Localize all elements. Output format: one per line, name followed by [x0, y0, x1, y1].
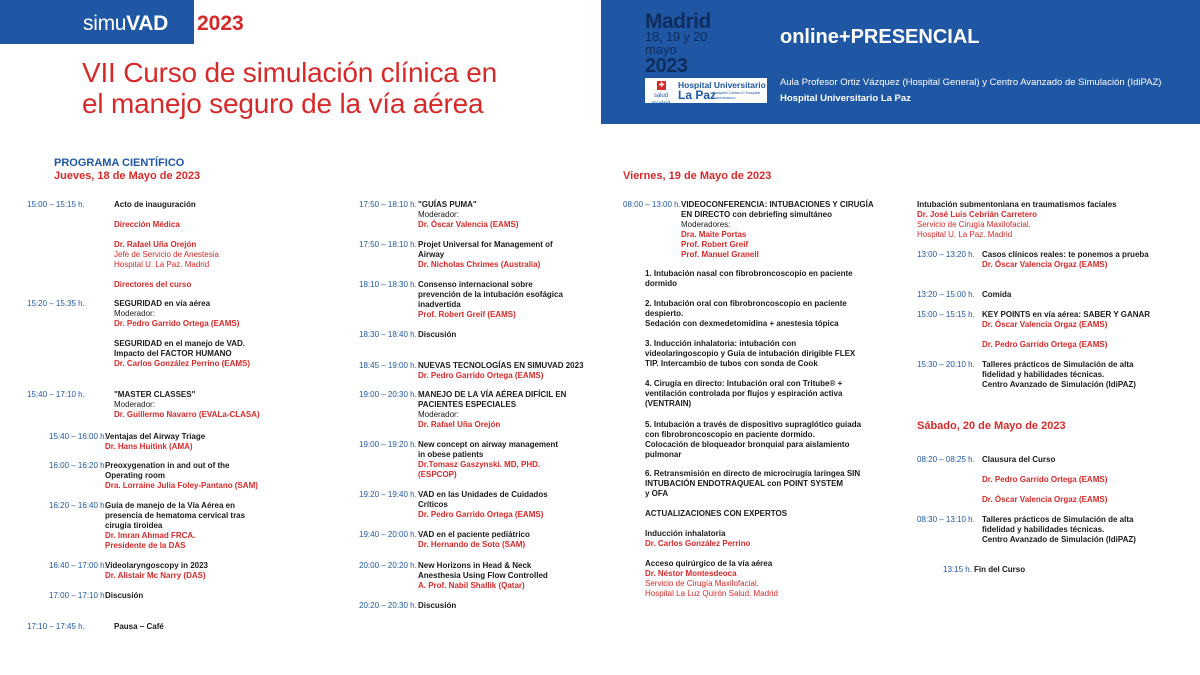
brand-logo — [83, 11, 168, 37]
entry-line: SEGURIDAD en vía aérea — [114, 299, 211, 308]
entry-line: Projet Universal for Management of — [418, 240, 553, 249]
entry-line: Dr. Imran Ahmad FRCA. — [105, 531, 196, 540]
entry-line: Dr. Néstor Montesdeoca — [645, 569, 737, 578]
entry-line: Dr. Óscar Valencia Orgaz (EAMS) — [982, 495, 1108, 504]
entry-line: Dr. Carlos González Perrino (EAMS) — [114, 359, 251, 368]
entry-time: 15:40 – 17:10 h. — [27, 390, 85, 399]
entry-line: VAD en las Unidades de Cuidados — [418, 490, 548, 499]
entry-line: Sedación con dexmedetomidina + anestesia tópica — [645, 319, 839, 328]
entry-time: 17:50 – 18:10 h. — [359, 200, 417, 209]
entry-line: Centro Avanzado de Simulación (IdiPAZ) — [982, 535, 1136, 544]
entry-time: 16:00 – 16:20 h. — [49, 461, 107, 470]
entry-line: Presidente de la DAS — [105, 541, 186, 550]
entry-line: KEY POINTS en vía aérea: SABER Y GANAR — [982, 310, 1151, 319]
entry-line: Dr. Hans Huitink (AMA) — [105, 442, 193, 451]
entry-line: 4. Cirugía en directo: Intubación oral con Tritube® + — [645, 379, 843, 388]
entry-time: 18:10 – 18:30 h. — [359, 280, 417, 289]
entry-line: Directores del curso — [114, 280, 192, 289]
entry-line: Colocación de bloqueador bronquial para aislamiento — [645, 440, 850, 449]
entry-time: 13:20 – 15:00 h. — [917, 290, 975, 299]
entry-line: Prof. Robert Greif — [681, 240, 749, 249]
program-title: PROGRAMA CIENTÍFICO — [54, 157, 185, 169]
entry-line: Dr. Pedro Garrido Ortega (EAMS) — [418, 371, 544, 380]
entry-line: Críticos — [418, 500, 448, 509]
year: 2023 — [645, 55, 688, 77]
entry-line: Dr. José Luis Cebrián Carretero — [917, 210, 1038, 219]
entry-time: 15:40 – 16:00 h. — [49, 432, 107, 441]
entry-line: Hospital La Luz Quirón Salud. Madrid — [645, 589, 778, 598]
entry-line: inadvertida — [418, 300, 461, 309]
entry-line: PACIENTES ESPECIALES — [418, 400, 517, 409]
course-title-line-2: el manejo seguro de la vía aérea — [82, 88, 484, 119]
entry-line: y OFA — [645, 489, 669, 498]
entry-line: Dr. Nicholas Chrimes (Australia) — [418, 260, 541, 269]
entry-line: Dr. Pedro Garrido Ortega (EAMS) — [982, 340, 1108, 349]
entry-time: 20:00 – 20:20 h. — [359, 561, 417, 570]
entry-line: Dr. Guillermo Navarro (EVALa-CLASA) — [114, 410, 260, 419]
entry-time: 16:20 – 16:40 h. — [49, 501, 107, 510]
entry-line: "GUÍAS PUMA" — [418, 200, 477, 209]
entry-line: Dr. Carlos González Perrino — [645, 539, 751, 548]
entry-line: Dr.Tomasz Gaszynski. MD, PHD. — [418, 460, 541, 469]
entry-line: despierto. — [645, 309, 684, 318]
entry-line: 3. Inducción inhalatoria: intubación con — [645, 339, 797, 348]
entry-line: SEGURIDAD en el manejo de VAD. — [114, 339, 245, 348]
brand-part-1: simu — [83, 12, 127, 35]
entry-line: pulmonar — [645, 450, 682, 459]
entry-line: Fin del Curso — [974, 565, 1026, 574]
info-panel — [601, 0, 1200, 124]
entry-line: Intubación submentoniana en traumatismos faciales — [917, 200, 1117, 209]
entry-line: Dr. Alistair Mc Narry (DAS) — [105, 571, 206, 580]
entry-time: 15:00 – 15:15 h. — [27, 200, 85, 209]
entry-line: 2. Intubación oral con fibrobroncoscopio en paciente — [645, 299, 847, 308]
entry-line: Dr. Rafael Uña Orejón — [114, 240, 197, 249]
entry-line: prevención de la intubación esofágica — [418, 290, 563, 299]
entry-time: 17:10 – 17:45 h. — [27, 622, 85, 631]
entry-time: 18:45 – 19:00 h. — [359, 361, 417, 370]
entry-line: Dr. Pedro Garrido Ortega (EAMS) — [114, 319, 240, 328]
venue-hospital: Hospital Universitario La Paz — [780, 93, 911, 104]
entry-line: ACTUALIZACIONES CON EXPERTOS — [645, 509, 788, 518]
entry-line: Hospital U. La Paz. Madrid — [114, 260, 210, 269]
entry-line: Servicio de Cirugía Maxilofacial. — [645, 579, 759, 588]
entry-line: Dr. Pedro Garrido Ortega (EAMS) — [982, 475, 1108, 484]
entry-time: 13:15 h. — [943, 565, 972, 574]
entry-line: INTUBACIÓN ENDOTRAQUEAL con POINT SYSTEM — [645, 479, 844, 488]
entry-line: 5. Intubación a través de dispositivo supraglótico guiada — [645, 420, 862, 429]
entry-time: 18:30 – 18:40 h. — [359, 330, 417, 339]
entry-line: Moderadores: — [681, 220, 731, 229]
entry-line: TIP. Intercambio de tubos con sonda de Cook — [645, 359, 818, 368]
city: Madrid — [645, 10, 711, 33]
entry-line: Casos clínicos reales: te ponemos a prueba — [982, 250, 1149, 259]
entry-line: VIDEOCONFERENCIA: INTUBACIONES Y CIRUGÍA — [681, 200, 874, 209]
entry-line: Hospital U. La Paz. Madrid — [917, 230, 1013, 239]
salud-madrid-icon: ✚ salud madrid — [651, 82, 671, 107]
month: mayo — [645, 42, 677, 57]
entry-line: Jefe de Servicio de Anestesia — [114, 250, 219, 259]
entry-line: Moderador: — [418, 410, 459, 419]
entry-line: Consenso internacional sobre — [418, 280, 533, 289]
entry-time: 08:00 – 13:00 h. — [623, 200, 681, 209]
entry-line: Servicio de Cirugía Maxilofacial. — [917, 220, 1031, 229]
entry-time: 15:20 – 15:35 h. — [27, 299, 85, 308]
entry-line: (VENTRAIN) — [645, 399, 692, 408]
entry-line: EN DIRECTO con debriefing simultáneo — [681, 210, 832, 219]
entry-time: 17:50 – 18:10 h. — [359, 240, 417, 249]
day-heading-friday: Viernes, 19 de Mayo de 2023 — [623, 170, 772, 182]
entry-line: New concept on airway management — [418, 440, 559, 449]
hospital-logo-line-1: Hospital Universitario — [678, 80, 766, 90]
entry-line: Discusión — [418, 601, 457, 610]
hospital-logo — [645, 78, 767, 107]
entry-line: Impacto del FACTOR HUMANO — [114, 349, 232, 358]
entry-line: Anesthesia Using Flow Controlled — [418, 571, 548, 580]
entry-line: Centro Avanzado de Simulación (IdiPAZ) — [982, 380, 1136, 389]
day-heading-thursday: Jueves, 18 de Mayo de 2023 — [54, 170, 201, 182]
entry-time: 08:30 – 13:10 h. — [917, 515, 975, 524]
entry-line: "MASTER CLASSES" — [114, 390, 196, 399]
entry-line: Talleres prácticos de Simulación de alta — [982, 515, 1134, 524]
entry-line: Discusión — [418, 330, 457, 339]
hospital-logo-line-2: La Paz — [678, 88, 717, 102]
entry-time: 15:30 – 20:10 h. — [917, 360, 975, 369]
entry-line: Dirección Médica — [114, 220, 180, 229]
entry-line: videolaringoscopio y Guía de intubación dirigible FLEX — [645, 349, 856, 358]
entry-time: 13:00 – 13:20 h. — [917, 250, 975, 259]
entry-line: (ESPCOP) — [418, 470, 457, 479]
entry-line: Prof. Robert Greif (EAMS) — [418, 310, 516, 319]
entry-line: Dr. Óscar Valencia Orgaz (EAMS) — [982, 260, 1108, 269]
entry-line: VAD en el paciente pediátrico — [418, 530, 530, 539]
course-mode: online+PRESENCIAL — [780, 26, 980, 48]
entry-line: Operating room — [105, 471, 166, 480]
entry-line: Videolaryngoscopy in 2023 — [105, 561, 209, 570]
entry-line: ventilación controlada por flujos y espiración activa — [645, 389, 843, 398]
day-heading-saturday: Sábado, 20 de Mayo de 2023 — [917, 420, 1066, 432]
entry-line: presencia de hematoma cervical tras — [105, 511, 246, 520]
entry-line: Pausa – Café — [114, 622, 164, 631]
entry-line: Acto de inauguración — [114, 200, 196, 209]
venue: Aula Profesor Ortiz Vázquez (Hospital General) y Centro Avanzado de Simulación (IdiPAZ) — [780, 77, 1162, 88]
entry-time: 15:00 – 15:15 h. — [917, 310, 975, 319]
entry-line: Dra. Lorraine Julia Foley-Pantano (SAM) — [105, 481, 258, 490]
entry-line: in obese patients — [418, 450, 484, 459]
brand-part-2: VAD — [126, 12, 169, 35]
course-title-line-1: VII Curso de simulación clínica en — [82, 57, 497, 88]
entry-line: con fibrobroncoscopio en paciente dormido. — [645, 430, 815, 439]
entry-time: 17:00 – 17:10 h. — [49, 591, 107, 600]
entry-time: 19:00 – 19:20 h. — [359, 440, 417, 449]
course-title — [82, 57, 602, 119]
entry-line: fidelidad y habilidades técnicas. — [982, 370, 1105, 379]
entry-line: Dr. Pedro Garrido Ortega (EAMS) — [418, 510, 544, 519]
brand-year: 2023 — [197, 12, 244, 35]
entry-line: New Horizons in Head & Neck — [418, 561, 532, 570]
entry-time: 08:20 – 08:25 h. — [917, 455, 975, 464]
entry-time: 20:20 – 20:30 h. — [359, 601, 417, 610]
entry-line: Talleres prácticos de Simulación de alta — [982, 360, 1134, 369]
entry-line: Acceso quirúrgico de la vía aérea — [645, 559, 773, 568]
entry-line: NUEVAS TECNOLOGÍAS EN SIMUVAD 2023 — [418, 361, 584, 370]
entry-line: MANEJO DE LA VÍA AÉREA DIFÍCIL EN — [418, 390, 567, 399]
entry-line: Guía de manejo de la Vía Aérea en — [105, 501, 235, 510]
entry-time: 19:40 – 20:00 h. — [359, 530, 417, 539]
entry-time: 16:40 – 17:00 h. — [49, 561, 107, 570]
entry-line: Dr. Óscar Valencia Orgaz (EAMS) — [982, 320, 1108, 329]
entry-line: Dr. Hernando de Soto (SAM) — [418, 540, 526, 549]
entry-line: Airway — [418, 250, 445, 259]
entry-line: Moderador: — [418, 210, 459, 219]
entry-line: Dr. Óscar Valencia (EAMS) — [418, 220, 519, 229]
entry-line: Moderador: — [114, 400, 155, 409]
entry-line: Comida — [982, 290, 1012, 299]
entry-line: dormido — [645, 279, 677, 288]
entry-line: Moderador: — [114, 309, 155, 318]
entry-line: Dra. Maite Portas — [681, 230, 747, 239]
entry-line: Inducción inhalatoria — [645, 529, 726, 538]
entry-line: Ventajas del Airway Triage — [105, 432, 206, 441]
entry-time: 19:00 – 20:30 h. — [359, 390, 417, 399]
entry-time: 19:20 – 19:40 h. — [359, 490, 417, 499]
entry-line: 6. Retransmisión en directo de microcirugía laríngea SIN — [645, 469, 861, 478]
entry-line: Dr. Rafael Uña Orejón — [418, 420, 501, 429]
entry-line: A. Prof. Nabil Shallik (Qatar) — [418, 581, 525, 590]
entry-line: 1. Intubación nasal con fibrobroncoscopio en paciente — [645, 269, 853, 278]
entry-line: Clausura del Curso — [982, 455, 1056, 464]
entry-line: Discusión — [105, 591, 144, 600]
entry-line: Preoxygenation in and out of the — [105, 461, 230, 470]
entry-line: fidelidad y habilidades técnicas. — [982, 525, 1105, 534]
entry-line: Prof. Manuel Granell — [681, 250, 759, 259]
dates: 18, 19 y 20 — [645, 29, 708, 44]
entry-line: cirugía tiroidea — [105, 521, 163, 530]
hospital-logo-line-3: Hospital Carlos III Hospital Cantoblanco — [713, 90, 761, 100]
